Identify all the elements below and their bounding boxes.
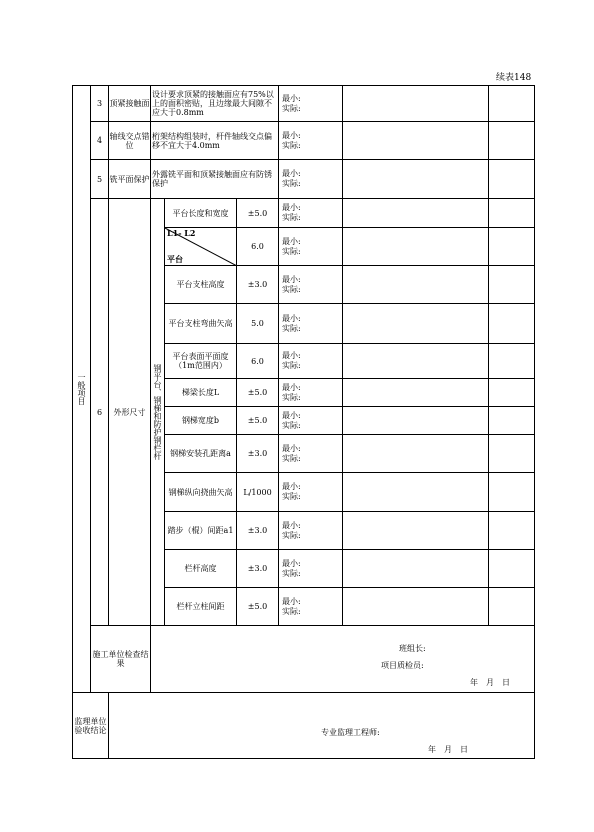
minmax-cell: 最小: 实际:: [279, 199, 343, 228]
minmax-cell: 最小: 实际:: [279, 473, 343, 512]
category-cell: [73, 86, 91, 693]
result-cell: [343, 228, 489, 266]
result-cell: [489, 550, 535, 588]
minmax-cell: 最小: 实际:: [279, 407, 343, 435]
continued-label: 续表148: [496, 73, 532, 83]
minmax-cell: 最小: 实际:: [279, 304, 343, 344]
result-cell: [343, 473, 489, 512]
result-cell: [343, 199, 489, 228]
dim-name: 平台表面平面度（1m范围内）: [165, 344, 237, 379]
table-row: [73, 122, 535, 160]
supervising-engineer-label: 专业监理工程师:: [321, 728, 380, 737]
diagonal-cell: [165, 228, 237, 266]
result-cell: [343, 304, 489, 344]
category-label: 一般项目: [77, 373, 86, 405]
diag-bottom-label: 平台: [167, 254, 183, 264]
quality-inspector-label: 项目质检员:: [381, 661, 424, 670]
table-row: [73, 160, 535, 199]
result-cell: [489, 473, 535, 512]
result-cell: [343, 435, 489, 473]
item-no: 6: [91, 199, 109, 626]
supervision-label: 监理单位验收结论: [74, 716, 107, 735]
result-cell: [489, 122, 535, 160]
result-cell: [489, 266, 535, 304]
minmax-cell: 最小: 实际:: [279, 86, 343, 122]
dim-name: 栏杆立柱间距: [165, 588, 237, 626]
dim-tolerance: ±3.0: [237, 550, 279, 588]
result-cell: [489, 344, 535, 379]
result-cell: [489, 199, 535, 228]
minmax-cell: 最小: 实际:: [279, 550, 343, 588]
dim-name: 钢梯纵向挠曲矢高: [165, 473, 237, 512]
minmax-cell: 最小: 实际:: [279, 160, 343, 199]
supervision-date: 年 月 日: [428, 745, 468, 754]
dim-name: 平台支柱高度: [165, 266, 237, 304]
result-cell: [343, 122, 489, 160]
dim-name: 钢梯宽度b: [165, 407, 237, 435]
inspection-table: [72, 85, 535, 759]
result-cell: [343, 86, 489, 122]
minmax-cell: 最小: 实际:: [279, 122, 343, 160]
diag-top-label: L1- L2: [167, 228, 196, 238]
dim-tolerance: 6.0: [237, 228, 279, 266]
dim-tolerance: L/1000: [237, 473, 279, 512]
table-row: [73, 199, 535, 228]
item-requirement: 桁架结构组装时，杆件轴线交点偏移不宜大于4.0mm: [151, 122, 279, 160]
item-no: 4: [91, 122, 109, 160]
construction-date: 年 月 日: [470, 678, 510, 687]
dim-tolerance: ±3.0: [237, 435, 279, 473]
dim-name: 栏杆高度: [165, 550, 237, 588]
dim-tolerance: ±3.0: [237, 266, 279, 304]
sub-category-label: 钢平台、钢梯和防护钢栏杆: [153, 364, 162, 460]
dim-name: 钢梯安装孔距离a: [165, 435, 237, 473]
result-cell: [489, 407, 535, 435]
result-cell: [343, 407, 489, 435]
minmax-cell: 最小: 实际:: [279, 512, 343, 550]
table-row: [73, 86, 535, 122]
result-cell: [489, 588, 535, 626]
result-cell: [489, 160, 535, 199]
result-cell: [489, 304, 535, 344]
supervision-label-cell: [73, 693, 109, 759]
team-leader-label: 班组长:: [399, 644, 426, 653]
item-name: 顶紧接触面: [109, 86, 151, 122]
item-name: 铣平面保护: [109, 160, 151, 199]
item-name: 外形尺寸: [109, 199, 151, 626]
construction-sign-cell: [151, 626, 535, 693]
result-cell: [489, 379, 535, 407]
result-cell: [489, 435, 535, 473]
item-no: 3: [91, 86, 109, 122]
result-cell: [343, 550, 489, 588]
table-row: [73, 626, 535, 693]
result-cell: [489, 86, 535, 122]
construction-label-cell: [91, 626, 151, 693]
item-requirement: 外露铣平面和顶紧接触面应有防锈保护: [151, 160, 279, 199]
dim-name: 踏步（棍）间距a1: [165, 512, 237, 550]
dim-name: 平台长度和宽度: [165, 199, 237, 228]
item-requirement: 设计要求顶紧的接触面应有75%以上的面积密贴，且边缘最大间隙不应大于0.8mm: [151, 86, 279, 122]
sub-category-cell: [151, 199, 165, 626]
minmax-cell: 最小: 实际:: [279, 344, 343, 379]
dim-tolerance: ±5.0: [237, 407, 279, 435]
result-cell: [343, 160, 489, 199]
minmax-cell: 最小: 实际:: [279, 435, 343, 473]
dim-tolerance: ±5.0: [237, 379, 279, 407]
dim-tolerance: 6.0: [237, 344, 279, 379]
dim-tolerance: ±5.0: [237, 588, 279, 626]
supervision-sign-cell: [109, 693, 535, 759]
dim-name: 梯梁长度L: [165, 379, 237, 407]
dim-tolerance: ±3.0: [237, 512, 279, 550]
result-cell: [343, 379, 489, 407]
minmax-cell: 最小: 实际:: [279, 379, 343, 407]
item-no: 5: [91, 160, 109, 199]
dim-tolerance: 5.0: [237, 304, 279, 344]
dim-tolerance: ±5.0: [237, 199, 279, 228]
result-cell: [343, 266, 489, 304]
item-name: 轴线交点错位: [109, 122, 151, 160]
minmax-cell: 最小: 实际:: [279, 266, 343, 304]
result-cell: [489, 228, 535, 266]
result-cell: [489, 512, 535, 550]
construction-label: 施工单位检查结果: [92, 650, 149, 668]
minmax-cell: 最小: 实际:: [279, 228, 343, 266]
result-cell: [343, 344, 489, 379]
result-cell: [343, 588, 489, 626]
table-row: [73, 693, 535, 759]
result-cell: [343, 512, 489, 550]
minmax-cell: 最小: 实际:: [279, 588, 343, 626]
dim-name: 平台支柱弯曲矢高: [165, 304, 237, 344]
